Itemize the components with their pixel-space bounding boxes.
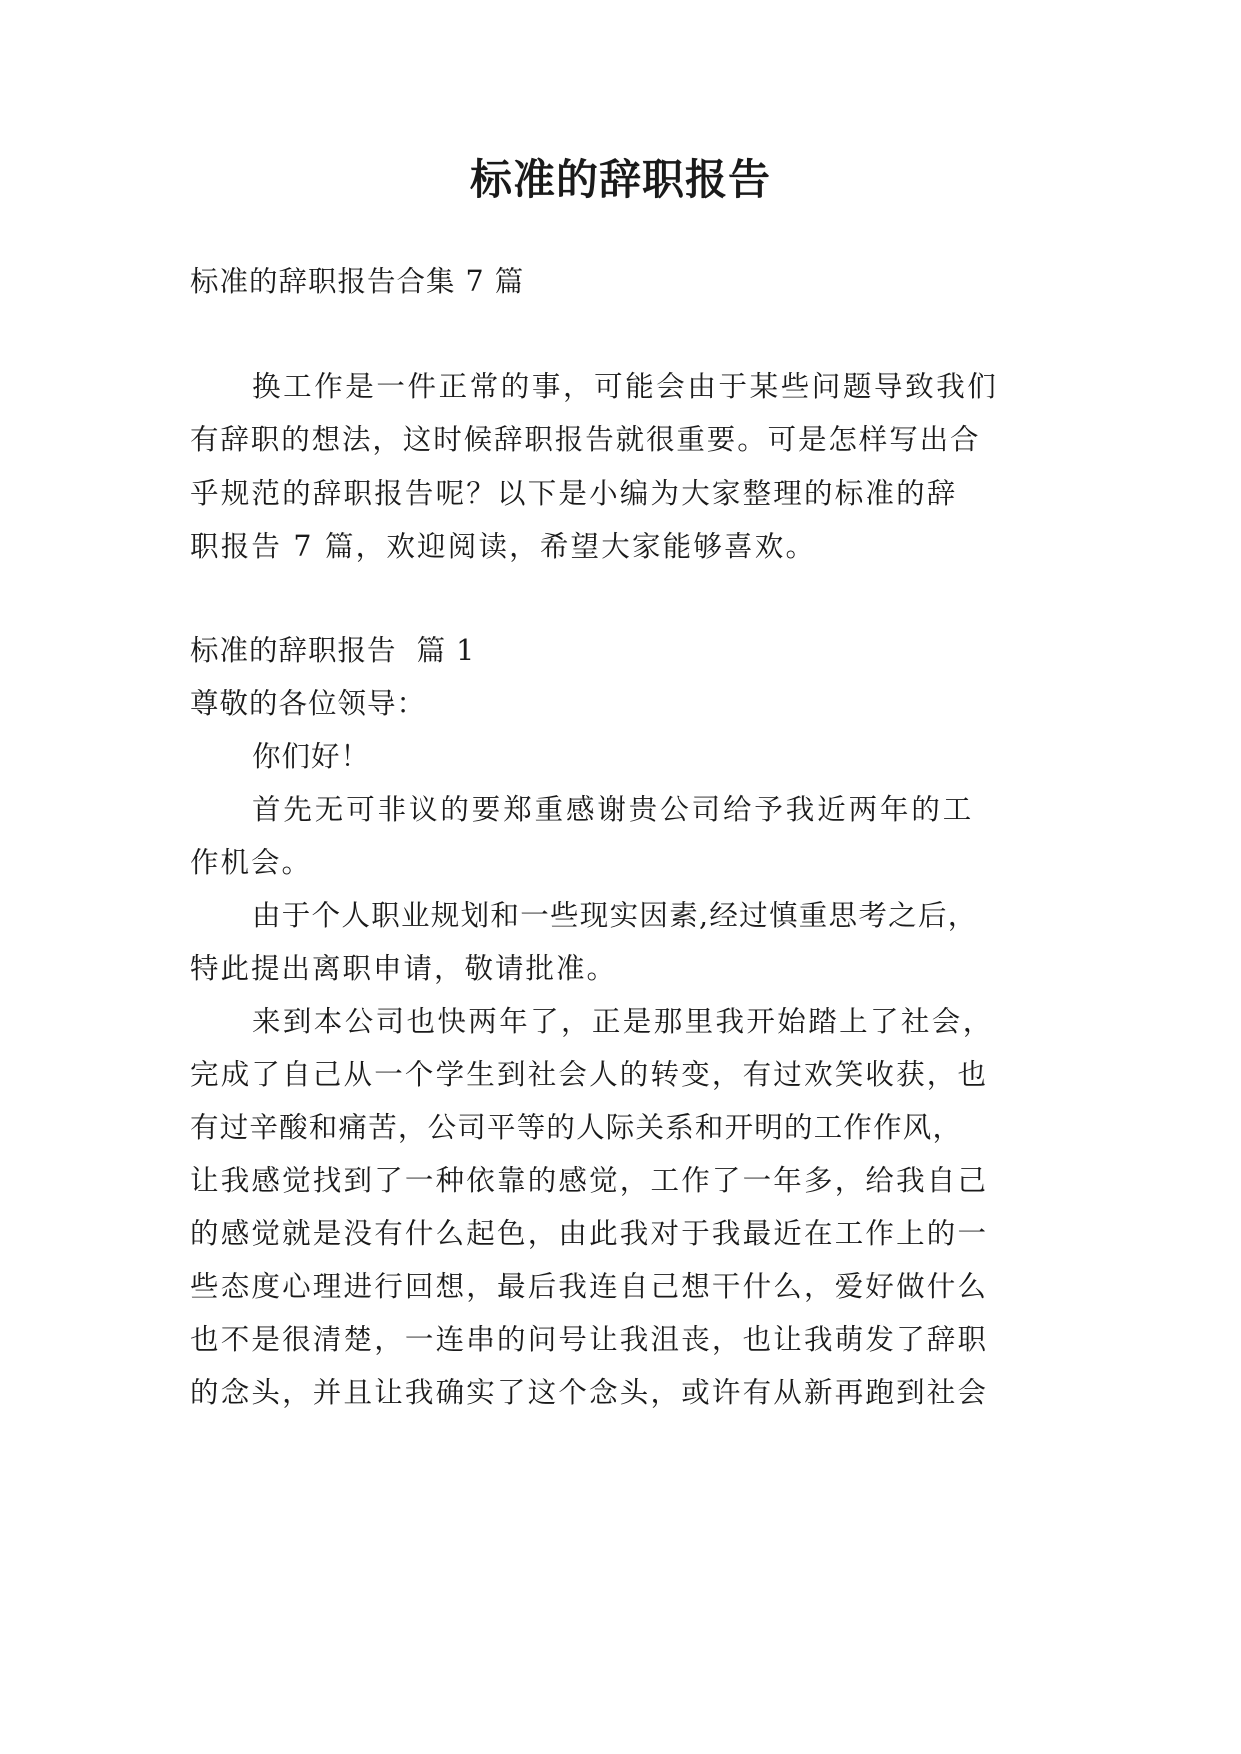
body-line-11: 也不是很清楚，一连串的问号让我沮丧，也让我萌发了辞职 <box>190 1323 989 1356</box>
intro-line-2: 有辞职的想法，这时候辞职报告就很重要。可是怎样写出合 <box>190 423 981 456</box>
intro-line-4: 职报告 7 篇，欢迎阅读，希望大家能够喜欢。 <box>190 530 817 563</box>
greeting: 你们好！ <box>252 740 371 773</box>
salutation: 尊敬的各位领导： <box>190 687 427 720</box>
body-line-4: 特此提出离职申请，敬请批准。 <box>190 952 618 985</box>
intro-line-1: 换工作是一件正常的事，可能会由于某些问题导致我们 <box>252 370 999 403</box>
body-line-12: 的念头，并且让我确实了这个念头，或许有从新再跑到社会 <box>190 1376 989 1409</box>
body-line-1: 首先无可非议的要郑重感谢贵公司给予我近两年的工 <box>252 793 975 826</box>
body-line-10: 些态度心理进行回想，最后我连自己想干什么，爱好做什么 <box>190 1270 989 1303</box>
document-title: 标准的辞职报告 <box>469 155 771 204</box>
body-line-8: 让我感觉找到了一种依靠的感觉，工作了一年多，给我自己 <box>190 1164 989 1197</box>
body-line-5: 来到本公司也快两年了，正是那里我开始踏上了社会， <box>252 1005 994 1038</box>
body-line-2: 作机会。 <box>190 846 313 879</box>
body-line-3: 由于个人职业规划和一些现实因素,经过慎重思考之后， <box>252 899 978 932</box>
document-subtitle: 标准的辞职报告合集 7 篇 <box>190 265 525 298</box>
section-heading: 标准的辞职报告 篇 1 <box>190 634 476 667</box>
body-line-9: 的感觉就是没有什么起色，由此我对于我最近在工作上的一 <box>190 1217 989 1250</box>
body-line-7: 有过辛酸和痛苦，公司平等的人际关系和开明的工作作风， <box>190 1111 963 1144</box>
intro-line-3: 乎规范的辞职报告呢？以下是小编为大家整理的标准的辞 <box>190 477 958 510</box>
body-line-6: 完成了自己从一个学生到社会人的转变，有过欢笑收获，也 <box>190 1058 989 1091</box>
